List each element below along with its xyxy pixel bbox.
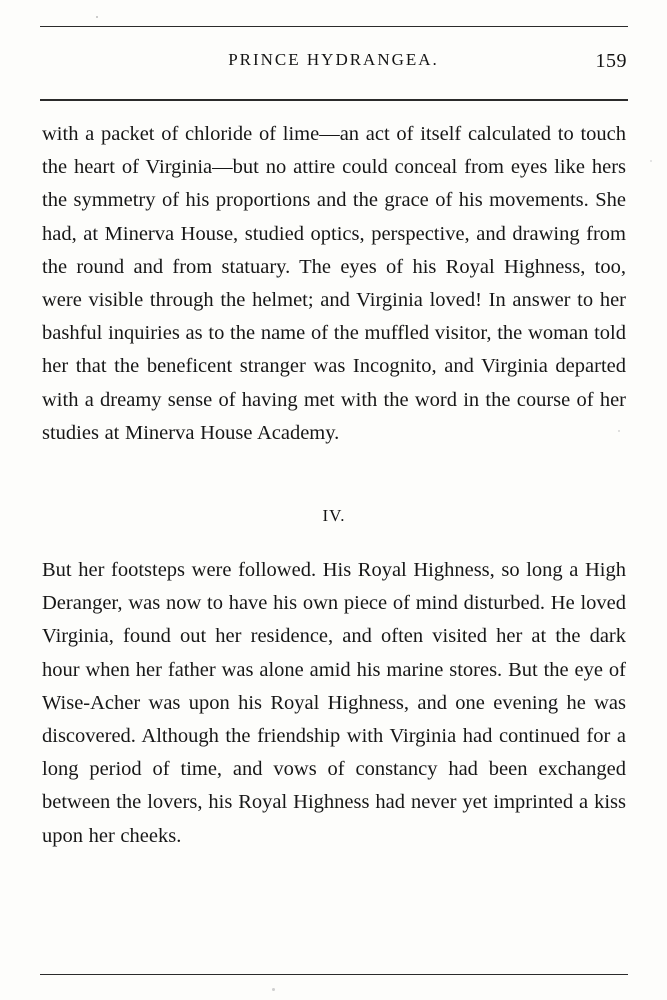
paragraph-2: But her footsteps were followed. His Royal Highness, so long a High Deranger, was now to have his own piece of mind disturbed. He loved Virginia, found out her residence, and often visited her at the dark hour when her father was alone amid his marine stores. But the eye of Wise-Acher was upon his Royal Highness, and one evening he was discovered. Although the friendship with Virginia had continued for a long period of time, and vows of constancy had been exchanged between the lovers, his Royal Highness had never yet imprinted a kiss upon her cheeks. <box>42 559 626 847</box>
paper-speck <box>618 430 620 432</box>
paper-speck <box>96 16 98 18</box>
paper-speck <box>650 160 652 162</box>
top-rule <box>40 26 628 27</box>
bottom-rule <box>40 974 628 975</box>
page-number: 159 <box>595 50 627 72</box>
body-text <box>42 118 626 853</box>
section-number: IV. <box>322 506 346 526</box>
running-head: PRINCE HYDRANGEA. <box>228 50 439 69</box>
paragraph-1: with a packet of chloride of lime—an act of itself calculated to touch the heart of Virginia—but no attire could conceal from eyes like hers the symmetry of his proportions and the grace of his movements. She had, at Minerva House, studied optics, perspective, and drawing from the round and from statuary. The eyes of his Royal Highness, too, were visible through the helmet; and Virginia loved! In answer to her bashful inquiries as to the name of the muffled visitor, the woman told her that the beneficent stranger was Incognito, and Virginia departed with a dreamy sense of having met with the word in the course of her studies at Minerva House Academy. <box>42 123 626 444</box>
paper-speck <box>272 988 275 991</box>
header-rule <box>40 99 628 101</box>
